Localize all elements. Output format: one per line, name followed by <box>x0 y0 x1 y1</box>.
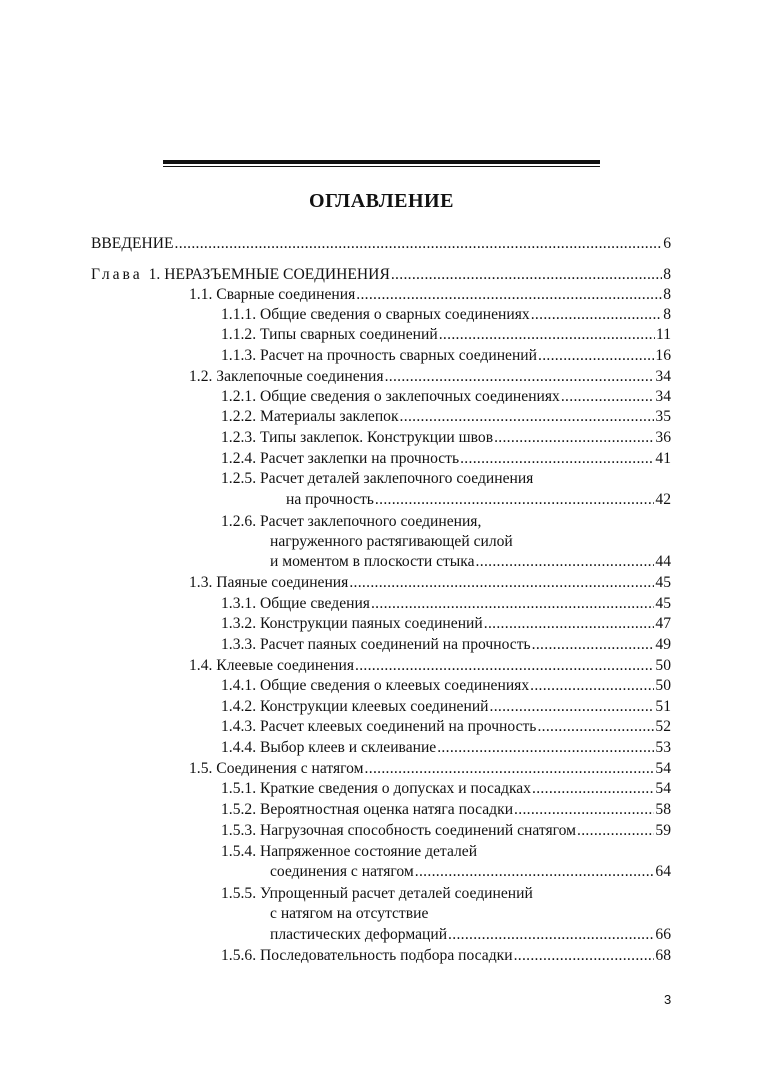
toc-entry-1-4-2[interactable] <box>221 697 671 717</box>
toc-entry-title: и моментом в плоскости стыка <box>270 553 475 570</box>
toc-entry-1-2-6-line1: 1.2.6. Расчет заклепочного соединения, <box>221 513 482 530</box>
toc-entry-page: 50 <box>655 657 671 674</box>
toc-entry-intro[interactable] <box>91 234 671 254</box>
toc-entry-chapter-1[interactable] <box>91 265 671 285</box>
toc-entry-title: 1.3. Паяные соединения <box>189 574 349 591</box>
toc-entry-1-2-6-line2: нагруженного растягивающей силой <box>270 533 513 550</box>
toc-leader-dots <box>537 717 654 737</box>
toc-entry-page: 34 <box>655 388 671 405</box>
toc-entry-title: 1.1. Сварные соединения <box>189 286 356 303</box>
toc-entry-title: 1.4.3. Расчет клеевых соединений на прочность <box>221 718 537 735</box>
toc-entry-title: 1.1.2. Типы сварных соединений <box>221 326 438 343</box>
toc-entry-page: 54 <box>655 780 671 797</box>
toc-leader-dots <box>365 759 655 779</box>
toc-entry-1-5-1[interactable] <box>221 779 671 799</box>
toc-leader-dots <box>385 367 655 387</box>
toc-entry-page: 8 <box>663 306 671 323</box>
toc-entry-page: 49 <box>655 636 671 653</box>
toc-entry-page: 68 <box>655 947 671 964</box>
toc-entry-1-3-1[interactable] <box>221 594 671 614</box>
toc-leader-dots <box>484 614 655 634</box>
page-title: ОГЛАВЛЕНИЕ <box>309 190 454 212</box>
toc-entry-1-5-5[interactable] <box>270 925 671 945</box>
toc-entry-1-3-3[interactable] <box>221 635 671 655</box>
toc-entry-title: 1.5.6. Последовательность подбора посадки <box>221 947 513 964</box>
toc-entry-page: 35 <box>655 408 671 425</box>
toc-entry-title: 1.4.2. Конструкции клеевых соединений <box>221 698 489 715</box>
toc-entry-title: 1.5.1. Краткие сведения о допусках и посадках <box>221 780 532 797</box>
toc-entry-page: 50 <box>655 677 671 694</box>
toc-entry-page: 6 <box>663 235 671 252</box>
toc-entry-1-5-2[interactable] <box>221 800 671 820</box>
toc-leader-dots <box>391 265 662 285</box>
toc-entry-page: 42 <box>655 491 671 508</box>
toc-leader-dots <box>532 779 654 799</box>
toc-entry-page: 64 <box>655 863 671 880</box>
toc-entry-1-2-3[interactable] <box>221 428 671 448</box>
toc-entry-title: пластических деформаций <box>270 926 448 943</box>
toc-leader-dots <box>355 656 654 676</box>
toc-entry-title: 1.2.1. Общие сведения о заклепочных соединениях <box>221 388 560 405</box>
toc-entry-page: 45 <box>655 574 671 591</box>
toc-entry-1-2-4[interactable] <box>221 449 671 469</box>
toc-entry-1-1[interactable] <box>189 285 671 305</box>
toc-entry-title: 1.3.2. Конструкции паяных соединений <box>221 615 483 632</box>
toc-entry-title: 1.5. Соединения с натягом <box>189 760 364 777</box>
toc-entry-page: 11 <box>655 326 671 343</box>
toc-entry-page: 34 <box>655 368 671 385</box>
toc-entry-1-5[interactable] <box>189 759 671 779</box>
toc-entry-1-2-2[interactable] <box>221 407 671 427</box>
toc-entry-page: 16 <box>655 347 671 364</box>
toc-entry-1-2-5[interactable] <box>286 490 671 510</box>
toc-entry-1-2-1[interactable] <box>221 387 671 407</box>
toc-entry-1-2[interactable] <box>189 367 671 387</box>
toc-leader-dots <box>531 305 662 325</box>
toc-leader-dots <box>577 821 654 841</box>
page-number: 3 <box>664 992 672 1007</box>
toc-leader-dots <box>476 552 655 572</box>
toc-entry-title: 1.5.3. Нагрузочная способность соединений снатягом <box>221 822 577 839</box>
toc-entry-page: 41 <box>655 450 671 467</box>
toc-entry-page: 44 <box>655 553 671 570</box>
toc-leader-dots <box>448 925 654 945</box>
toc-entry-1-4-1[interactable] <box>221 676 671 696</box>
toc-entry-title: 1.2. Заклепочные соединения <box>189 368 384 385</box>
toc-entry-1-5-4[interactable] <box>270 862 671 882</box>
toc-entry-title: 1.2.4. Расчет заклепки на прочность <box>221 450 460 467</box>
toc-entry-title: 1.5.2. Вероятностная оценка натяга посадки <box>221 801 514 818</box>
toc-entry-1-1-1[interactable] <box>221 305 671 325</box>
toc-entry-title: соединения с натягом <box>270 863 414 880</box>
toc-leader-dots <box>514 946 655 966</box>
toc-entry-page: 36 <box>655 429 671 446</box>
toc-entry-1-3-2[interactable] <box>221 614 671 634</box>
toc-leader-dots <box>439 325 655 345</box>
toc-entry-page: 45 <box>655 595 671 612</box>
toc-entry-1-5-5-line2: с натягом на отсутствие <box>270 905 429 922</box>
toc-leader-dots <box>375 490 654 510</box>
toc-entry-page: 8 <box>663 266 671 283</box>
toc-leader-dots <box>514 800 654 820</box>
toc-entry-title: ВВЕДЕНИЕ <box>91 235 174 252</box>
toc-entry-1-2-5-line1: 1.2.5. Расчет деталей заклепочного соединения <box>221 470 534 487</box>
toc-leader-dots <box>400 407 655 427</box>
toc-entry-title: 1.3.1. Общие сведения <box>221 595 370 612</box>
toc-entry-title: на прочность <box>286 491 374 508</box>
toc-entry-page: 59 <box>655 822 671 839</box>
toc-entry-title: 1.2.3. Типы заклепок. Конструкции швов <box>221 429 494 446</box>
toc-leader-dots <box>532 635 655 655</box>
toc-entry-1-5-3[interactable] <box>221 821 671 841</box>
toc-leader-dots <box>415 862 655 882</box>
toc-entry-page: 51 <box>655 698 671 715</box>
toc-entry-page: 52 <box>655 718 671 735</box>
toc-leader-dots <box>349 573 654 593</box>
toc-entry-title: 1.3.3. Расчет паяных соединений на прочность <box>221 636 531 653</box>
toc-entry-title: 1.4.4. Выбор клеев и склеивание <box>221 739 437 756</box>
toc-leader-dots <box>490 697 655 717</box>
toc-entry-1-4[interactable] <box>189 656 671 676</box>
toc-entry-1-5-4-line1: 1.5.4. Напряженное состояние деталей <box>221 843 478 860</box>
toc-entry-title: 1. НЕРАЗЪЕМНЫЕ СОЕДИНЕНИЯ <box>148 266 390 283</box>
toc-leader-dots <box>175 234 663 254</box>
toc-entry-1-5-6[interactable] <box>221 946 671 966</box>
toc-entry-title: 1.4. Клеевые соединения <box>189 657 355 674</box>
toc-leader-dots <box>371 594 654 614</box>
toc-entry-page: 66 <box>655 926 671 943</box>
toc-entry-title: 1.1.3. Расчет на прочность сварных соединений <box>221 347 538 364</box>
toc-entry-title: 1.1.1. Общие сведения о сварных соединениях <box>221 306 530 323</box>
toc-leader-dots <box>437 738 654 758</box>
toc-leader-dots <box>356 285 662 305</box>
toc-leader-dots <box>494 428 654 448</box>
toc-entry-page: 58 <box>655 801 671 818</box>
toc-chapter-prefix: Глава <box>91 266 143 283</box>
toc-entry-title: 1.2.2. Материалы заклепок <box>221 408 399 425</box>
toc-entry-1-4-3[interactable] <box>221 717 671 737</box>
toc-leader-dots <box>538 346 654 366</box>
toc-leader-dots <box>460 449 654 469</box>
toc-entry-title: 1.4.1. Общие сведения о клеевых соединениях <box>221 677 530 694</box>
toc-entry-page: 53 <box>655 739 671 756</box>
toc-leader-dots <box>530 676 654 696</box>
toc-entry-1-3[interactable] <box>189 573 671 593</box>
toc-entry-page: 8 <box>663 286 671 303</box>
toc-leader-dots <box>561 387 655 407</box>
toc-entry-page: 54 <box>655 760 671 777</box>
toc-entry-page: 47 <box>655 615 671 632</box>
toc-entry-1-2-6[interactable] <box>270 552 671 572</box>
toc-entry-1-5-5-line1: 1.5.5. Упрощенный расчет деталей соединений <box>221 885 533 902</box>
toc-entry-1-1-2[interactable] <box>221 325 671 345</box>
toc-entry-1-4-4[interactable] <box>221 738 671 758</box>
toc-entry-1-1-3[interactable] <box>221 346 671 366</box>
